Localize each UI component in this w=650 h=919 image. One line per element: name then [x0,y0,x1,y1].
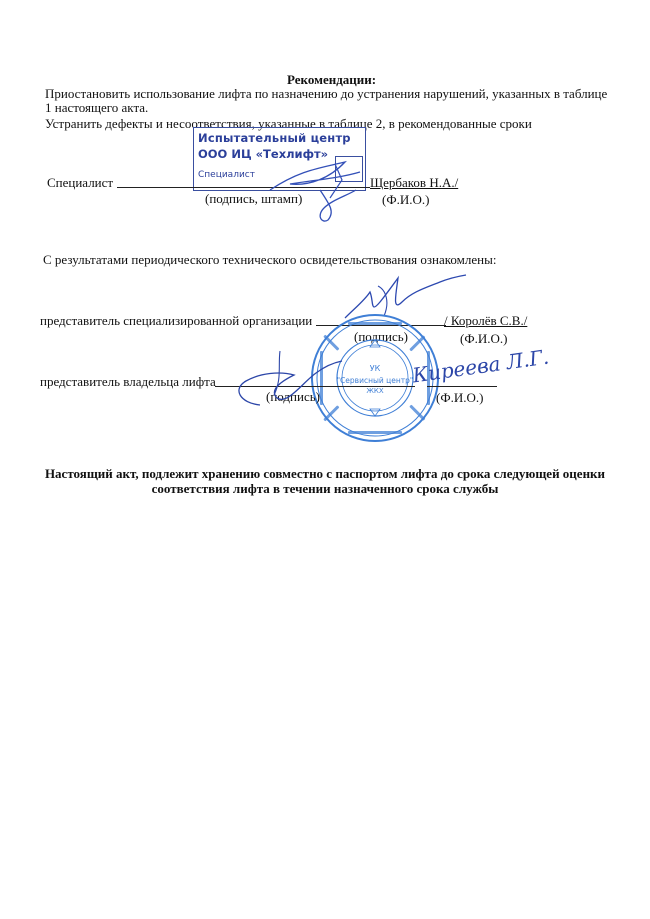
round-stamp-main-text: "Сервисный центр" [336,376,414,385]
recommendations-heading: Рекомендации: [287,72,377,87]
specialist-name: Щербаков Н.А./ [370,175,459,190]
recommendations-line-3: Устранить дефекты и несоответствия, указанные в таблице 2, в рекомендованные сроки [45,116,532,131]
owner-rep-label: представитель владельца лифта [40,374,216,389]
acknowledgement-text: С результатами периодического технического освидетельствования ознакомлены: [43,252,497,267]
round-stamp-top-text: УК [369,364,381,373]
specialist-fio-caption: (Ф.И.О.) [382,192,430,207]
org-rep-fio-caption: (Ф.И.О.) [460,331,508,346]
recommendations-line-2: 1 настоящего акта. [45,100,149,115]
final-note-line-2: соответствия лифта в течении назначенного срока службы [151,481,499,496]
owner-rep-name: Киреева Л.Г. [410,344,551,388]
lab-stamp-line-3: Специалист [198,170,255,180]
owner-rep-name-line [427,386,497,387]
org-rep-name: / Королёв С.В./ [444,313,528,328]
owner-rep-fio-caption: (Ф.И.О.) [436,390,484,405]
specialist-sign-caption: (подпись, штамп) [205,191,303,206]
lab-stamp-line-2: ООО ИЦ «Техлифт» [198,147,329,161]
org-rep-label: представитель специализированной организации [40,313,313,328]
lab-stamp-line-1: Испытательный центр [198,131,351,145]
owner-rep-sign-caption: (подпись) [266,389,320,404]
recommendations-line-1: Приостановить использование лифта по назначению до устранения нарушений, указанных в таблице [45,86,608,101]
round-stamp-bottom-text: ЖКХ [366,387,384,395]
org-rep-sign-caption: (подпись) [354,329,408,344]
specialist-label: Специалист [47,175,114,190]
final-note-line-1: Настоящий акт, подлежит хранению совместно с паспортом лифта до срока следующей оценки [44,466,606,481]
specialist-signature [260,150,370,230]
owner-rep-signature [220,345,350,425]
